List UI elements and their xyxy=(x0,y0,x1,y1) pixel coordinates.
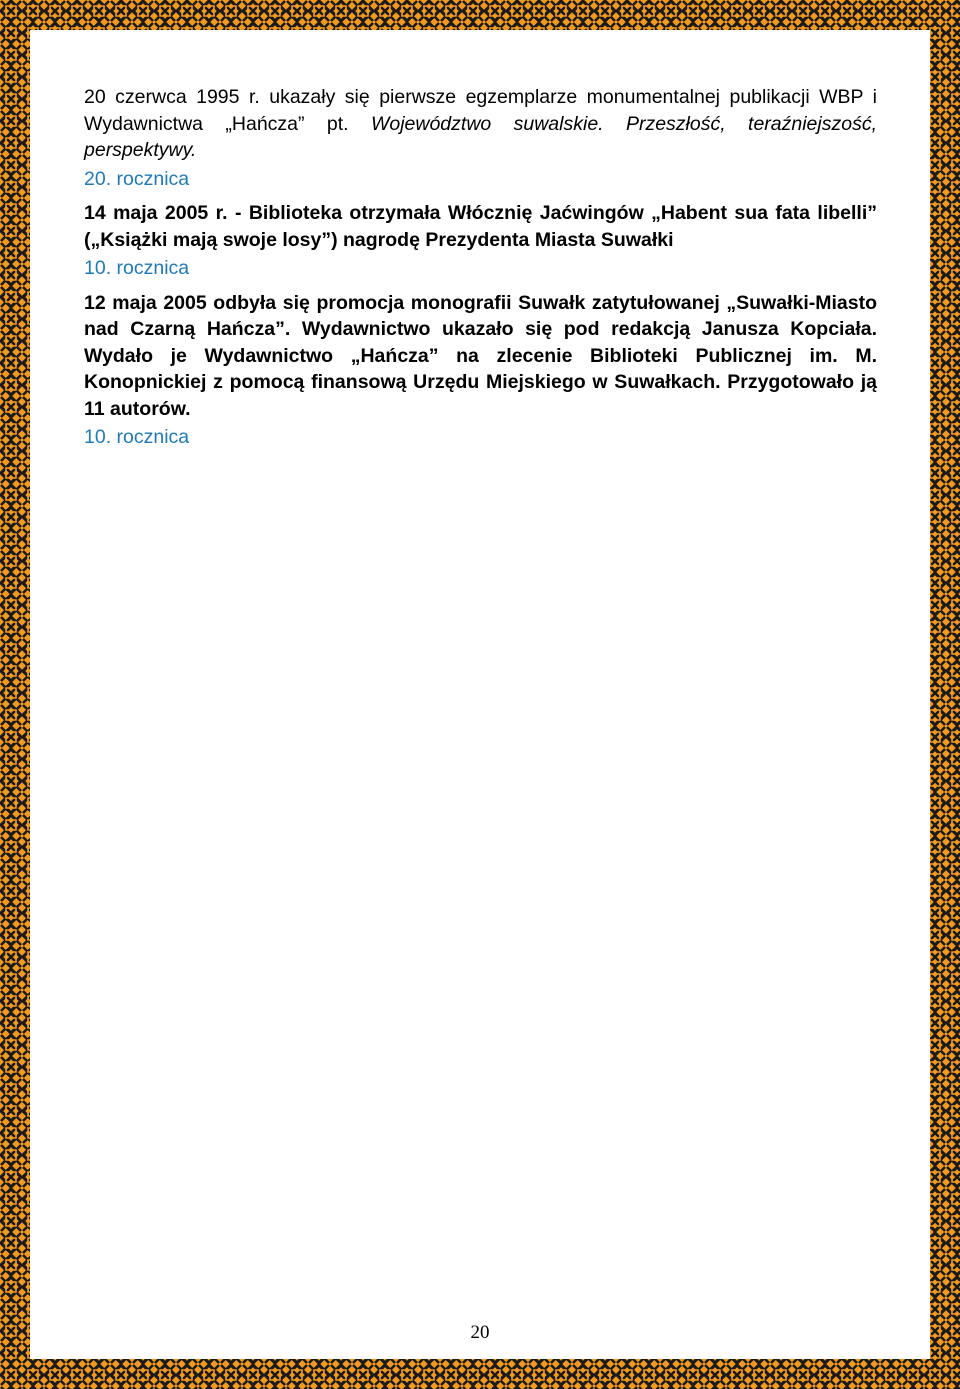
entry-1-text: 20 czerwca 1995 r. ukazały się pierwsze egzemplarze monumentalnej publikacji WBP i Wydawnictwa „Hańcza” pt. xyxy=(84,86,877,135)
entry-2-paragraph: 14 maja 2005 r. - Biblioteka otrzymała Włócznię Jaćwingów „Habent sua fata libelli” („Książki mają swoje losy”) nagrodę Prezydenta Miasta Suwałki xyxy=(84,202,877,251)
entry-1-paragraph xyxy=(84,84,877,164)
entry-1-publication-title: Województwo suwalskie. Przeszłość, teraźniejszość, perspektywy. xyxy=(84,112,877,161)
entry-1-anniversary: 20. rocznica xyxy=(84,167,190,190)
document-body xyxy=(84,84,877,459)
page-number: 20 xyxy=(470,1322,490,1343)
entry-2-anniversary: 10. rocznica xyxy=(84,257,190,279)
entry-3-paragraph: 12 maja 2005 odbyła się promocja monografii Suwałk zatytułowanej „Suwałki-Miasto nad Czarną Hańcza”. Wydawnictwo ukazało się pod redakcją Janusza Kopciała. Wydało je Wydawnictwo „Hańcza” na zlecenie Biblioteki Publicznej im. M. Konopnickiej z pomocą finansową Urzędu Miejskiego w Suwałkach. Przygotowało ją 11 autorów. xyxy=(84,291,877,420)
entry-3-anniversary: 10. rocznica xyxy=(84,426,190,448)
